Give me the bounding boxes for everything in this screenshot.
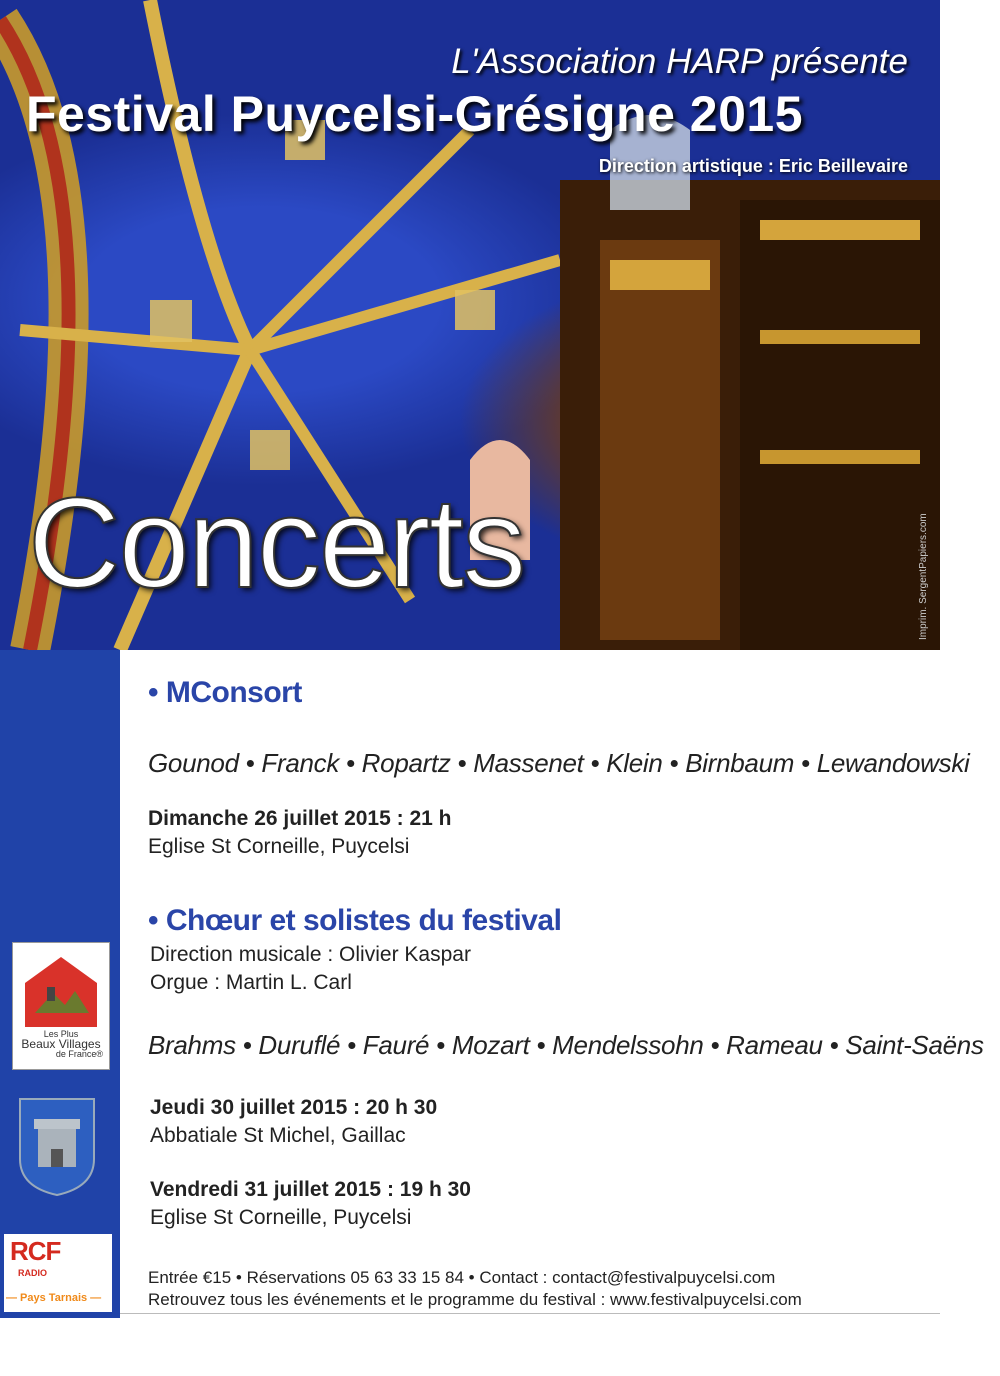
- footer-line2: Retrouvez tous les événements et le programme du festival : www.festivalpuycelsi.com: [148, 1290, 802, 1309]
- concert2-title: • Chœur et solistes du festival: [148, 904, 562, 937]
- concert2-place2: Eglise St Corneille, Puycelsi: [150, 1206, 412, 1229]
- concert2-organ: Orgue : Martin L. Carl: [150, 971, 352, 994]
- print-credit: Imprim. SergentPapiers.com: [918, 513, 929, 640]
- concert2-place1: Abbatiale St Michel, Gaillac: [150, 1124, 406, 1147]
- beaux-villages-logo: [12, 942, 110, 1070]
- concert2-direction: Direction musicale : Olivier Kaspar: [150, 943, 471, 966]
- concert1-place: Eglise St Corneille, Puycelsi: [148, 835, 410, 858]
- presenter-line: L'Association HARP présente: [451, 42, 908, 81]
- village-icon: [13, 943, 109, 1029]
- rcf-text: RCF: [10, 1236, 61, 1266]
- hero-image: [0, 0, 940, 650]
- artistic-direction: Direction artistique : Eric Beillevaire: [598, 156, 908, 176]
- bottom-divider: [120, 1313, 940, 1314]
- rcf-region-text: — Pays Tarnais —: [6, 1292, 102, 1304]
- beaux-villages-bot: de France®: [55, 1049, 103, 1059]
- festival-title: Festival Puycelsi-Grésigne 2015: [26, 86, 804, 142]
- concert1-date: Dimanche 26 juillet 2015 : 21 h: [148, 807, 452, 830]
- beaux-villages-top: Les Plus: [43, 1029, 79, 1039]
- concert2-date1: Jeudi 30 juillet 2015 : 20 h 30: [150, 1096, 438, 1119]
- concert2-date2: Vendredi 31 juillet 2015 : 19 h 30: [150, 1178, 471, 1201]
- concert2-composers: Brahms • Duruflé • Fauré • Mozart • Mendelssohn • Rameau • Saint-Saëns: [148, 1030, 984, 1060]
- concerts-heading: Concerts: [28, 472, 525, 615]
- rcf-radio-text: RADIO: [18, 1268, 47, 1278]
- concert1-title: • MConsort: [148, 676, 302, 709]
- footer-line1: Entrée €15 • Réservations 05 63 33 15 84 • Contact : contact@festivalpuycelsi.com: [148, 1268, 776, 1287]
- concert1-composers: Gounod • Franck • Ropartz • Massenet • Klein • Birnbaum • Lewandowski: [148, 748, 970, 778]
- rcf-radio-logo: [4, 1234, 112, 1312]
- beaux-villages-mid: Beaux Villages: [21, 1037, 101, 1051]
- coat-of-arms-icon: [18, 1097, 96, 1197]
